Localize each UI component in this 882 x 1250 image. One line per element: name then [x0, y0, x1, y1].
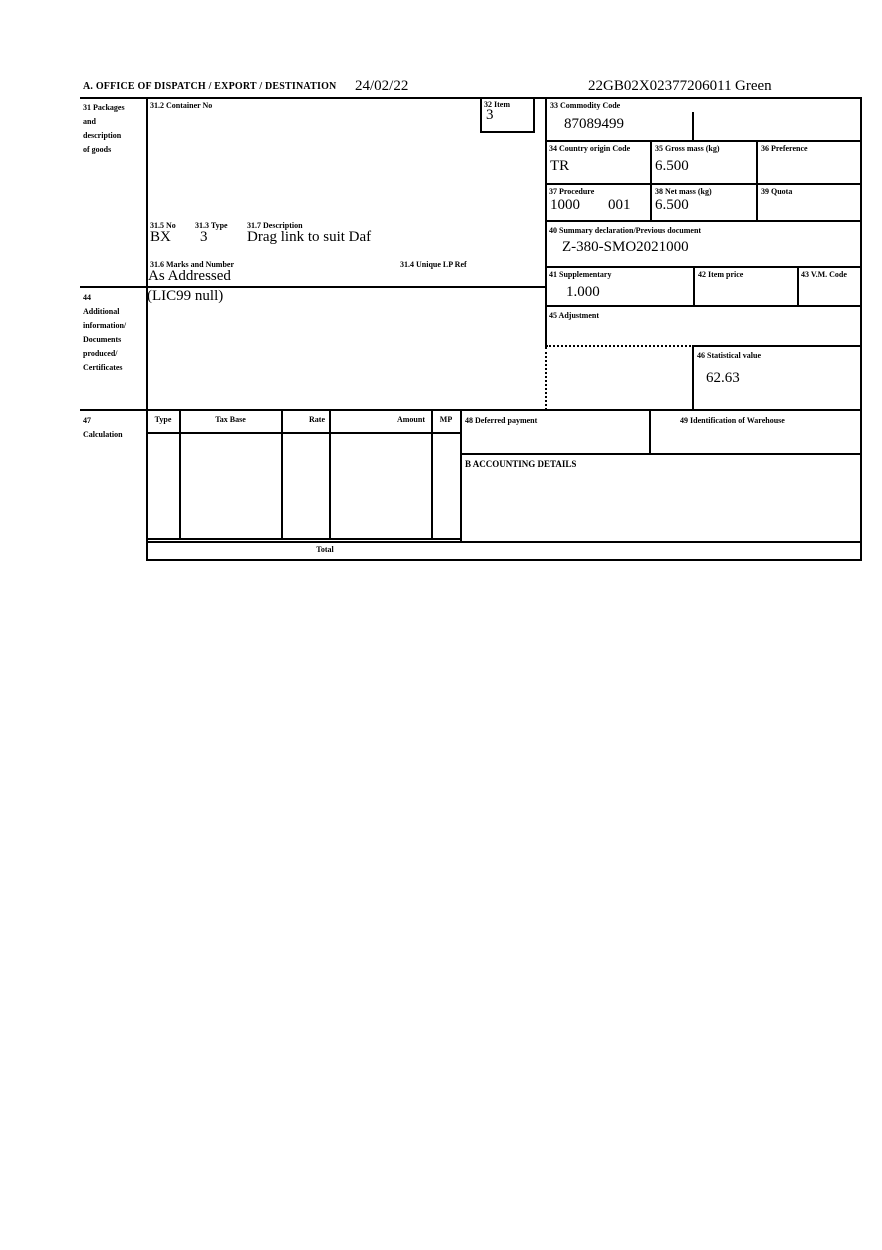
- calc-col-amount-divider: [431, 409, 433, 540]
- box45-dotted-bottom-border: [546, 345, 694, 347]
- calculation-section-top-border: [80, 409, 861, 411]
- box31-7-description-label: 31.7 Description: [247, 221, 303, 230]
- calc-col-type-divider: [179, 409, 181, 540]
- calc-table-right-border: [460, 409, 462, 543]
- box31-3-type-label: 31.3 Type: [195, 221, 228, 230]
- calc-header-tax-base: Tax Base: [215, 415, 246, 424]
- box34-origin-value: TR: [550, 158, 570, 174]
- col35-36-divider: [756, 140, 758, 222]
- box31-4-lp-ref-label: 31.4 Unique LP Ref: [400, 260, 467, 269]
- col48-49-divider: [649, 409, 651, 455]
- col42-43-divider: [797, 266, 799, 307]
- box32-item-value: 3: [486, 107, 494, 123]
- box33-inner-divider: [692, 112, 694, 142]
- box40-summary-declaration-label: 40 Summary declaration/Previous document: [549, 226, 702, 235]
- box34-origin-label: 34 Country origin Code: [549, 144, 631, 153]
- box31-5-no-value: BX: [150, 229, 171, 245]
- box32-item-label: 32 Item: [484, 100, 510, 109]
- box46-left-border: [692, 345, 694, 411]
- box37-procedure-value: 1000: [550, 197, 580, 213]
- box33-bottom-border: [546, 140, 861, 142]
- box47-label: 47 Calculation: [83, 416, 123, 439]
- calc-table-header-rule: [146, 432, 462, 434]
- office-of-dispatch-title: A. OFFICE OF DISPATCH / EXPORT / DESTINATION: [83, 81, 337, 92]
- calc-col-rate-divider: [329, 409, 331, 540]
- box39-quota-label: 39 Quota: [761, 187, 793, 196]
- form-top-border: [80, 97, 862, 99]
- box32-bottom-border: [480, 131, 535, 133]
- calc-header-amount: Amount: [396, 415, 425, 424]
- col34-35-divider: [650, 140, 652, 222]
- box44-documents-value: (LIC99 null): [147, 288, 224, 304]
- box31-5-no-label: 31.5 No: [150, 221, 176, 230]
- calc-table-bottom-border: [146, 538, 462, 540]
- calc-header-type: Type: [154, 415, 172, 424]
- box45-adjustment-label: 45 Adjustment: [549, 311, 600, 320]
- box31-2-container-label: 31.2 Container No: [150, 101, 213, 110]
- left-label-column-divider: [146, 97, 148, 561]
- box46-statistical-value-label: 46 Statistical value: [697, 351, 761, 360]
- header-reference: 22GB02X02377206011: [588, 78, 732, 94]
- box49-warehouse-label: 49 Identification of Warehouse: [680, 416, 785, 425]
- box44-dotted-right-border: [545, 347, 547, 410]
- box35-gross-mass-value: 6.500: [655, 158, 689, 174]
- box46-statistical-value: 62.63: [706, 370, 740, 386]
- box36-preference-label: 36 Preference: [761, 144, 808, 153]
- box31-7-description-value: Drag link to suit Daf: [247, 229, 372, 245]
- row41-43-bottom-border: [546, 305, 861, 307]
- box38-net-mass-value: 6.500: [655, 197, 689, 213]
- col41-42-divider: [693, 266, 695, 307]
- box40-summary-declaration-value: Z-380-SMO2021000: [562, 239, 689, 255]
- box33-commodity-label: 33 Commodity Code: [550, 101, 621, 110]
- form-right-border: [860, 97, 862, 561]
- calc-header-rate: Rate: [309, 415, 325, 424]
- box31-label: 31 Packages and description of goods: [83, 103, 125, 154]
- box33-commodity-value: 87089499: [564, 116, 624, 132]
- box42-item-price-label: 42 Item price: [698, 270, 744, 279]
- calc-header-mp: MP: [439, 415, 453, 424]
- box31-6-marks-label: 31.6 Marks and Number: [150, 260, 235, 269]
- header-routing-status: Green: [735, 78, 772, 94]
- box41-supplementary-label: 41 Supplementary: [549, 270, 612, 279]
- accounting-details-label: B ACCOUNTING DETAILS: [465, 459, 577, 469]
- box32-left-border: [480, 97, 482, 133]
- box37-procedure-label: 37 Procedure: [549, 187, 595, 196]
- calc-col-taxbase-divider: [281, 409, 283, 540]
- row37-39-bottom-border: [546, 220, 861, 222]
- center-column-divider: [545, 97, 547, 347]
- header-date: 24/02/22: [355, 78, 409, 94]
- box44-label: 44 Additional information/ Documents produced/ Certificates: [83, 293, 127, 372]
- box32-right-border: [533, 97, 535, 133]
- row34-36-bottom-border: [546, 183, 861, 185]
- total-row-top-border: [146, 541, 861, 543]
- box40-bottom-border: [546, 266, 861, 268]
- box38-net-mass-label: 38 Net mass (kg): [655, 187, 712, 196]
- box37-procedure-value2: 001: [608, 197, 631, 213]
- box48-deferred-payment-label: 48 Deferred payment: [465, 416, 538, 425]
- box43-vm-code-label: 43 V.M. Code: [801, 270, 847, 279]
- box31-6-marks-value: As Addressed: [148, 268, 231, 284]
- box31-3-type-value: 3: [200, 229, 208, 245]
- form-bottom-border: [146, 559, 861, 561]
- box46-top-border: [692, 345, 861, 347]
- calc-total-label: Total: [316, 545, 334, 554]
- box35-gross-mass-label: 35 Gross mass (kg): [655, 144, 720, 153]
- row48-49-bottom-border: [460, 453, 861, 455]
- box41-supplementary-value: 1.000: [566, 284, 600, 300]
